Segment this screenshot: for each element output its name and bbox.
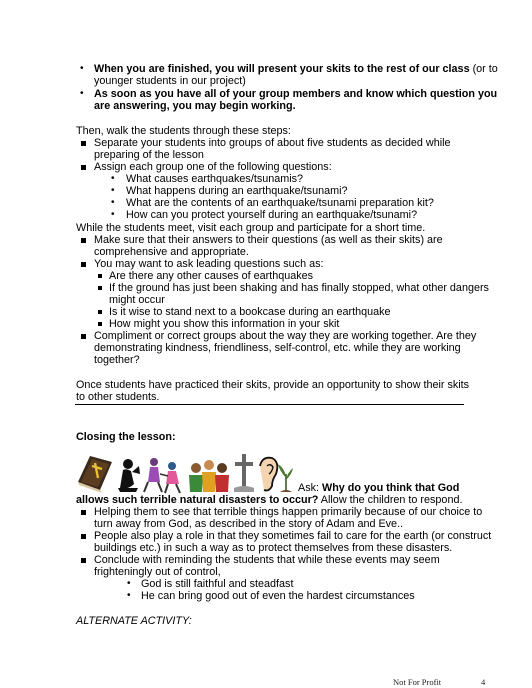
once-practiced-line-2: to other students. xyxy=(76,391,160,403)
intro-bullet-1: When you are finished, you will present your skits to the rest of our class (or to xyxy=(94,63,498,75)
square-bullet xyxy=(81,238,86,243)
closing-item-2: People also play a role in that they sometimes fail to care for the earth (or construct xyxy=(94,530,492,542)
compliment-line-1: Compliment or correct groups about the way they are working together. Are they xyxy=(94,330,477,342)
leading-question-1: Are there any other causes of earthquakes xyxy=(109,270,314,282)
bullet-dot: • xyxy=(127,590,131,601)
intro-bullet-2: As soon as you have all of your group members and know which question you xyxy=(94,88,498,100)
compliment-line-3: together? xyxy=(94,354,140,366)
square-bullet xyxy=(81,165,86,170)
intro-bullet-1-cont: younger students in our project) xyxy=(94,75,246,87)
bullet-dot: • xyxy=(111,197,115,208)
ask-line-cont: allows such terrible natural disasters to occur? Allow the children to respond. xyxy=(76,494,463,506)
closing-item-3-cont: frighteningly out of control, xyxy=(94,566,221,578)
closing-item-2-cont: buildings etc.) in such a way as to protect themselves from these disasters. xyxy=(94,542,453,554)
conclusion-point-2: He can bring good out of even the hardest circumstances xyxy=(141,590,415,602)
ear-icon xyxy=(260,458,277,491)
step-1-cont: preparing of the lesson xyxy=(94,149,204,161)
question-2: What happens during an earthquake/tsunami? xyxy=(126,185,348,197)
question-4: How can you protect yourself during an earthquake/tsunami? xyxy=(126,209,418,221)
square-bullet xyxy=(81,334,86,339)
once-practiced-line-1: Once students have practiced their skits, provide an opportunity to show their skits xyxy=(76,379,470,391)
closing-heading: Closing the lesson: xyxy=(76,431,176,443)
square-bullet xyxy=(81,262,86,267)
square-bullet xyxy=(81,141,86,146)
group-icon xyxy=(189,460,229,492)
then-walk-text: Then, walk the students through these steps: xyxy=(76,125,291,137)
question-1: What causes earthquakes/tsunamis? xyxy=(126,173,304,185)
while-meet-text: While the students meet, visit each group and participate for a short time. xyxy=(76,222,426,234)
meet-item-1-cont: comprehensive and appropriate. xyxy=(94,246,249,258)
walking-people-icon xyxy=(144,458,180,493)
square-bullet xyxy=(81,558,86,563)
meet-item-2: You may want to ask leading questions such as: xyxy=(94,258,324,270)
compliment-line-2: demonstrating kindness, friendliness, self-control, etc. while they are working xyxy=(94,342,461,354)
sprout-icon xyxy=(278,464,293,492)
bullet-dot: • xyxy=(111,185,115,196)
square-bullet xyxy=(81,534,86,539)
alternate-activity-heading: ALTERNATE ACTIVITY: xyxy=(76,615,192,627)
clipart-strip xyxy=(76,452,294,496)
footer-label: Not For Profit xyxy=(393,677,442,687)
page-number: 4 xyxy=(481,677,486,687)
bullet-dot: • xyxy=(111,173,115,184)
closing-item-1-cont: turn away from God, as described in the story of Adam and Eve.. xyxy=(94,518,404,530)
section-divider xyxy=(75,404,464,405)
bible-icon xyxy=(78,456,112,493)
bullet-dot: • xyxy=(127,578,131,589)
leading-question-3: Is it wise to stand next to a bookcase during an earthquake xyxy=(109,306,391,318)
square-bullet xyxy=(98,310,102,314)
ask-line: Ask: Why do you think that God xyxy=(298,482,460,494)
step-1: Separate your students into groups of about five students as decided while xyxy=(94,137,451,149)
closing-item-3: Conclude with reminding the students that while these events may seem xyxy=(94,554,440,566)
leading-question-2: If the ground has just been shaking and has finally stopped, what other dangers xyxy=(109,282,489,294)
leading-question-4: How might you show this information in your skit xyxy=(109,318,340,330)
leading-question-2-cont: might occur xyxy=(109,294,165,306)
square-bullet xyxy=(98,286,102,290)
step-2: Assign each group one of the following questions: xyxy=(94,161,332,173)
square-bullet xyxy=(98,274,102,278)
square-bullet xyxy=(98,322,102,326)
bullet-dot: • xyxy=(80,88,84,99)
square-bullet xyxy=(81,510,86,515)
praying-icon xyxy=(118,459,140,492)
cross-icon xyxy=(234,454,254,492)
closing-item-1: Helping them to see that terrible things happen primarily because of our choice to xyxy=(94,506,483,518)
bullet-dot: • xyxy=(80,63,84,74)
meet-item-1: Make sure that their answers to their questions (as well as their skits) are xyxy=(94,234,443,246)
conclusion-point-1: God is still faithful and steadfast xyxy=(141,578,294,590)
bullet-dot: • xyxy=(111,209,115,220)
intro-bullet-2-cont: are answering, you may begin working. xyxy=(94,100,296,112)
question-3: What are the contents of an earthquake/tsunami preparation kit? xyxy=(126,197,434,209)
